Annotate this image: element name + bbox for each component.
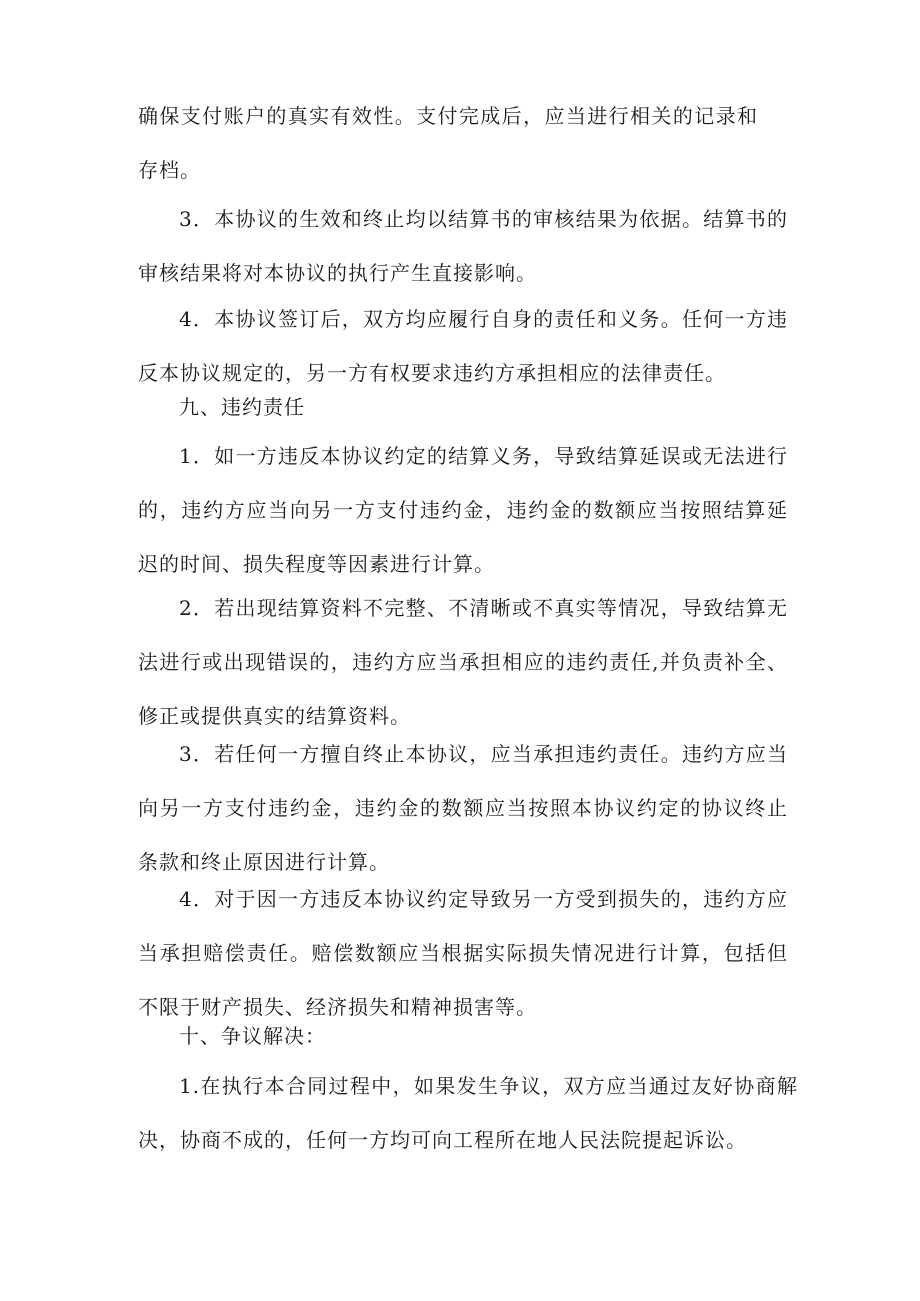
- section-heading-10-dispute: 十、争议解决：: [179, 1024, 326, 1048]
- paragraph-4-obligations: 4．本协议签订后，双方均应履行自身的责任和义务。任何一方违反本协议规定的，另一方有权要求违约方承担相应的法律责任。: [138, 307, 788, 385]
- paragraph-liability-2: 2．若出现结算资料不完整、不清晰或不真实等情况，导致结算无法进行或出现错误的，违约方应当承担相应的违约责任,并负责补全、修正或提供真实的结算资料。: [138, 596, 788, 728]
- paragraph-liability-3: 3．若任何一方擅自终止本协议，应当承担违约责任。违约方应当向另一方支付违约金，违约金的数额应当按照本协议约定的协议终止条款和终止原因进行计算。: [138, 742, 788, 874]
- paragraph-liability-4: 4．对于因一方违反本协议约定导致另一方受到损失的，违约方应当承担赔偿责任。赔偿数额应当根据实际损失情况进行计算，包括但不限于财产损失、经济损失和精神损害等。: [138, 887, 788, 1019]
- paragraph-liability-1: 1．如一方违反本协议约定的结算义务，导致结算延误或无法进行的，违约方应当向另一方支付违约金，违约金的数额应当按照结算延迟的时间、损失程度等因素进行计算。: [138, 444, 788, 576]
- paragraph-3-effect-termination: 3．本协议的生效和终止均以结算书的审核结果为依据。结算书的审核结果将对本协议的执行产生直接影响。: [138, 207, 788, 285]
- paragraph-payment-archive: 确保支付账户的真实有效性。支付完成后，应当进行相关的记录和存档。: [138, 104, 758, 182]
- section-heading-9-liability: 九、违约责任: [179, 395, 305, 419]
- paragraph-dispute-1: 1.在执行本合同过程中，如果发生争议，双方应当通过友好协商解决，协商不成的，任何一方均可向工程所在地人民法院提起诉讼。: [138, 1074, 798, 1152]
